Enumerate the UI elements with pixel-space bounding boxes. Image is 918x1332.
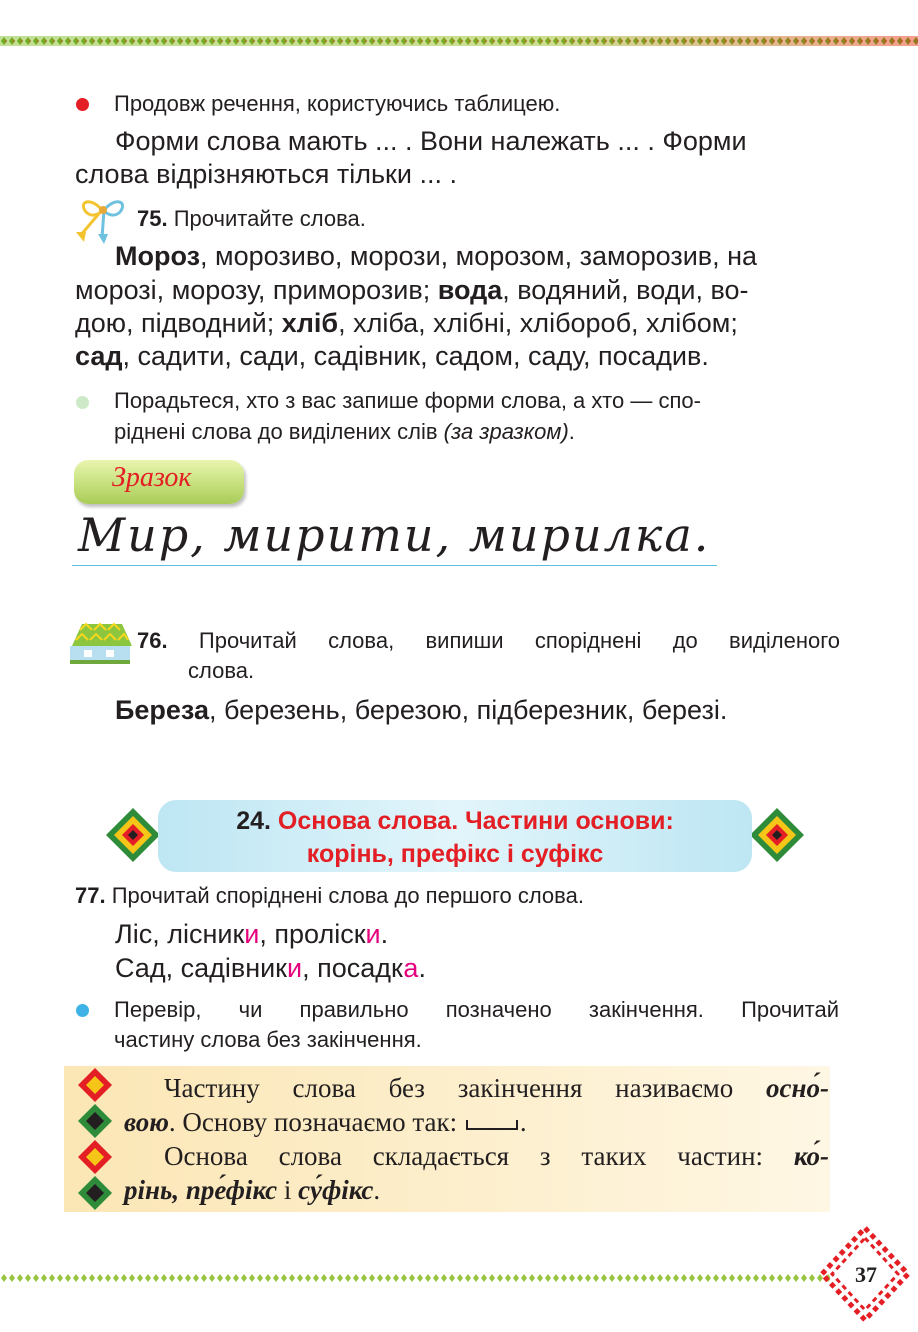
word-list: , морозиво, морози, морозом, заморозив, на [200, 241, 758, 271]
rule-term: рінь, пре́фікс [124, 1175, 278, 1205]
rule-term: вою [124, 1107, 169, 1137]
ex75-note-line2 [114, 416, 839, 447]
rule-text: . Основу позначаємо так: [168, 1107, 464, 1137]
section-title-part2: корінь, префікс і суфікс [306, 840, 604, 868]
task-text-line1: Форми слова мають ... . Вони належать ... . Форми [115, 126, 747, 156]
word-ending: и [287, 953, 303, 983]
word-stem: Ліс, лісник [115, 919, 245, 949]
top-ornament-border [0, 36, 918, 46]
punctuation: . [418, 953, 426, 983]
rule-term: осно́- [766, 1073, 829, 1103]
handwriting-sample: Мир, мирити, мирилка. [78, 508, 711, 562]
ex75-title: Прочитайте слова. [173, 206, 366, 231]
ex75-words-line2 [75, 274, 840, 307]
ex76-words [75, 694, 840, 727]
rule-term: ко́- [793, 1141, 829, 1171]
sample-label: Зразок [112, 462, 192, 493]
ex76-line2: слова. [188, 658, 255, 683]
section-heading-line1 [158, 806, 752, 836]
word-list: , водяний, води, во- [502, 275, 749, 305]
section-number: 24. [236, 807, 271, 835]
ex77-number: 77. [75, 883, 106, 908]
word-list: морозі, морозу, приморозив; [75, 275, 438, 305]
word-ending: и [365, 919, 381, 949]
ex77-line1 [115, 918, 815, 951]
word-list: , хліба, хлібні, хлібороб, хлібом; [338, 308, 738, 338]
task-text-line2: слова відрізняються тільки ... . [75, 159, 457, 189]
highlighted-word: вода [437, 275, 503, 305]
ex77-check-line1: Перевір, чи правильно позначено закінчення. Прочитай [114, 997, 839, 1022]
ex76-number: 76. [137, 628, 168, 653]
rule-text: . [373, 1175, 381, 1205]
note-italic: (за зразком) [443, 419, 569, 444]
ex76-line1 [137, 625, 840, 656]
word-list: дою, підводний; [75, 308, 282, 338]
ex75-heading [137, 203, 366, 234]
highlighted-word: Береза [115, 695, 210, 725]
rule-text: і [277, 1175, 299, 1205]
word-stem: , пролiск [259, 919, 366, 949]
blue-bullet [76, 1004, 89, 1017]
embroidery-ornament-icon [104, 806, 162, 864]
word-ending: а [403, 953, 419, 983]
word-stem: Сад, садівник [115, 953, 287, 983]
rule-line3 [124, 1140, 829, 1173]
ribbon-icon [72, 192, 136, 244]
ex75-note-line1: Порадьтеся, хто з вас запише форми слова, а хто — спо- [114, 388, 701, 413]
note-text-end: . [568, 419, 575, 444]
rule-term: су́фікс [298, 1175, 374, 1205]
word-ending: и [244, 919, 260, 949]
rule-line2 [124, 1106, 829, 1139]
word-stem: , посадк [302, 953, 404, 983]
embroidery-ornament-icon [72, 1066, 118, 1212]
handwriting-baseline [72, 565, 717, 566]
highlighted-word: сад [75, 341, 123, 371]
word-list: , садити, сади, садівник, садом, саду, посадив. [122, 341, 709, 371]
red-bullet [76, 98, 89, 111]
punctuation: . [380, 919, 389, 949]
instruction-text: Продовж речення, користуючись таблицею. [114, 91, 561, 116]
embroidery-ornament-icon [748, 806, 806, 864]
ex77-line2 [115, 952, 815, 985]
highlighted-word: Мороз [115, 241, 201, 271]
ex77-check-line2: частину слова без закінчення. [114, 1027, 422, 1052]
stem-mark-icon [466, 1120, 518, 1130]
ex77-title: Прочитай споріднені слова до першого слова. [111, 883, 584, 908]
ex75-words-line4 [75, 340, 840, 373]
ex75-words-line1 [75, 240, 840, 273]
bottom-ornament-border [0, 1273, 830, 1283]
rule-text: Частину слова без закінчення називаємо [164, 1073, 767, 1103]
section-title-part1: Основа слова. Частини основи: [277, 807, 674, 835]
ex76-instruction: Прочитай слова, випиши споріднені до виділеного [198, 628, 840, 653]
word-list: , березень, березою, підберезник, березі. [209, 695, 728, 725]
ex77-heading [75, 880, 584, 911]
rule-line1 [124, 1072, 829, 1105]
note-text: ріднені слова до виділених слів [114, 419, 444, 444]
ex75-number: 75. [137, 206, 168, 231]
rule-line4 [124, 1174, 829, 1207]
page-number: 37 [855, 1262, 877, 1287]
green-bullet [76, 396, 89, 409]
ex75-words-line3 [75, 307, 840, 340]
house-icon [66, 620, 134, 666]
rule-text: Основа слова складається з таких частин: [164, 1141, 794, 1171]
rule-text: . [519, 1107, 527, 1137]
highlighted-word: хліб [281, 308, 339, 338]
